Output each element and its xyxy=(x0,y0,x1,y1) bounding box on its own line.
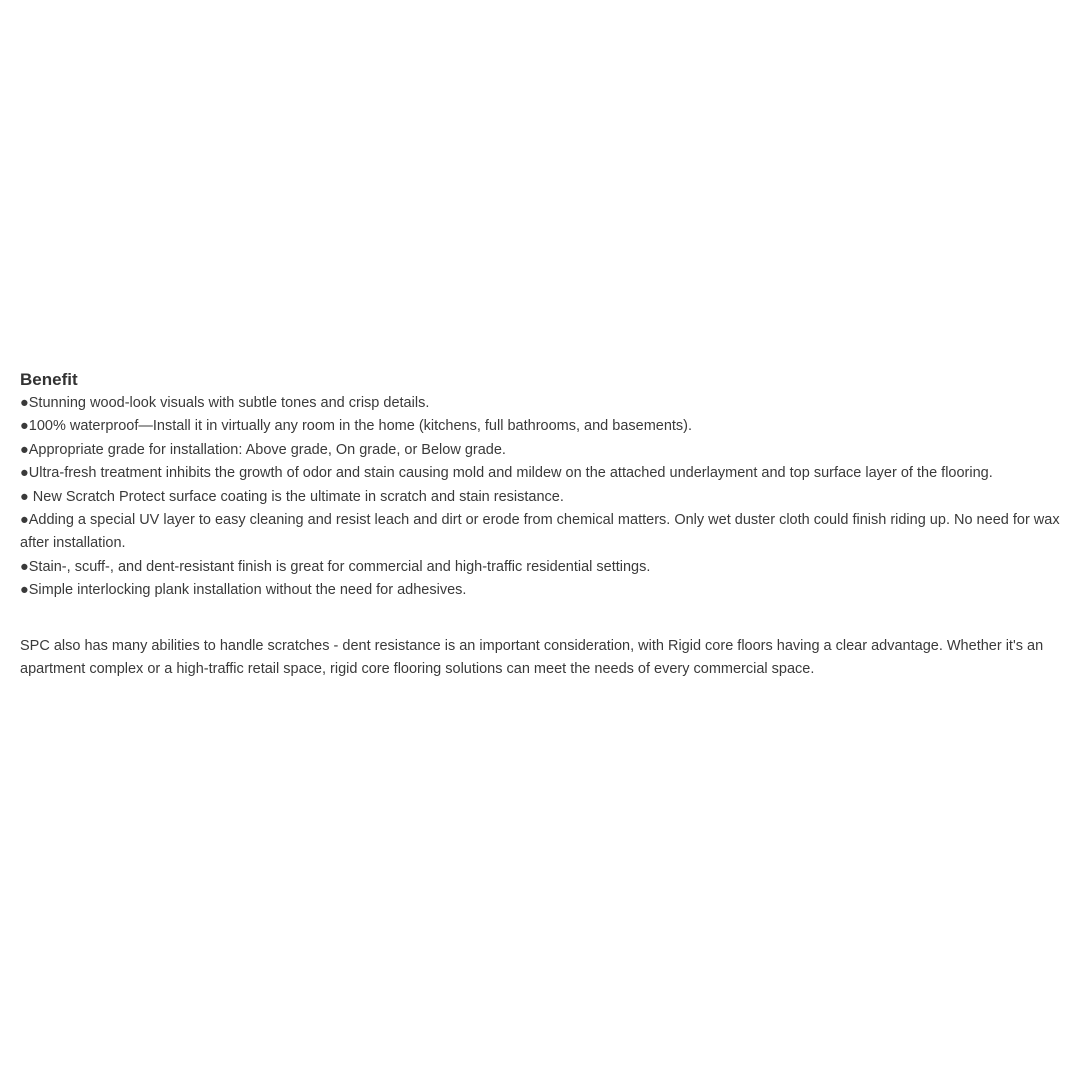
benefit-item: ●Stunning wood-look visuals with subtle tones and crisp details. xyxy=(20,395,430,411)
benefit-item: ●Simple interlocking plank installation without the need for adhesives. xyxy=(20,582,467,599)
benefit-item: ●Adding a special UV layer to easy cleaning and resist leach and dirt or erode from chemical matters. Only wet duster cloth could finish riding up. No need for wax after installation. xyxy=(20,512,1060,552)
benefit-list xyxy=(20,392,1075,603)
benefit-item: ●Stain-, scuff-, and dent-resistant finish is great for commercial and high-traffic residential settings. xyxy=(20,558,651,575)
benefit-item: ●Appropriate grade for installation: Above grade, On grade, or Below grade. xyxy=(20,441,506,458)
benefit-item: ●Ultra-fresh treatment inhibits the growth of odor and stain causing mold and mildew on the attached underlayment and top surface layer of the flooring. xyxy=(20,465,993,482)
benefit-heading: Benefit xyxy=(20,370,78,389)
product-description xyxy=(20,368,1075,681)
benefit-item: ● New Scratch Protect surface coating is the ultimate in scratch and stain resistance. xyxy=(20,488,564,505)
benefit-item: ●100% waterproof—Install it in virtually any room in the home (kitchens, full bathrooms, and basements). xyxy=(20,418,693,435)
description-paragraph: SPC also has many abilities to handle scratches - dent resistance is an important consideration, with Rigid core floors having a clear advantage. Whether it's an apartment complex or a high-traffic retail space, rigid core flooring solutions can meet the needs of every commercial space. xyxy=(20,637,1044,678)
